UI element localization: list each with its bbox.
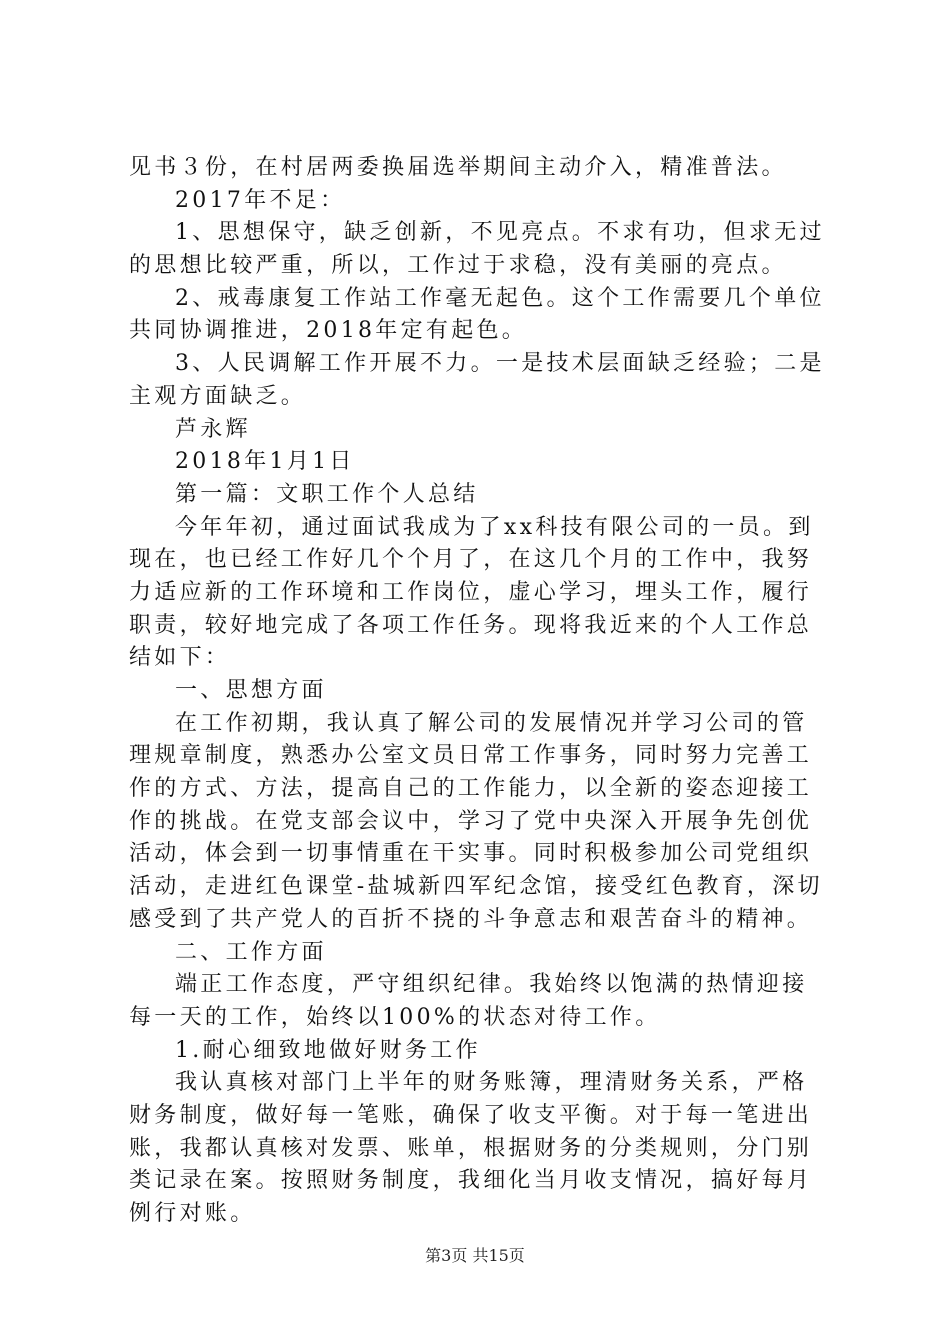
text-line: 端正工作态度，严守组织纪律。我始终以饱满的热情迎接 — [175, 972, 808, 998]
text-line: 力适应新的工作环境和工作岗位，虚心学习，埋头工作，履行 — [129, 579, 813, 605]
text-line: 2017年不足： — [175, 187, 346, 213]
text-line: 活动，体会到一切事情重在干实事。同时积极参加公司党组织 — [129, 841, 813, 867]
text-line: 类记录在案。按照财务制度，我细化当月收支情况，搞好每月 — [129, 1168, 813, 1194]
text-line: 理规章制度，熟悉办公室文员日常工作事务，同时努力完善工 — [129, 743, 813, 769]
text-line: 在工作初期，我认真了解公司的发展情况并学习公司的管 — [175, 710, 808, 736]
text-line: 见书３份，在村居两委换届选举期间主动介入，精准普法。 — [129, 155, 787, 180]
text-line: 职责，较好地完成了各项工作任务。现将我近来的个人工作总 — [129, 612, 813, 638]
text-line: 一、思想方面 — [175, 678, 327, 703]
text-line: 每一天的工作，始终以100%的状态对待工作。 — [129, 1004, 661, 1030]
text-line: 感受到了共产党人的百折不挠的斗争意志和艰苦奋斗的精神。 — [129, 906, 813, 932]
text-line: 1.耐心细致地做好财务工作 — [175, 1037, 481, 1063]
text-line: 活动，走进红色课堂-盐城新四军纪念馆，接受红色教育，深切 — [129, 874, 823, 900]
text-line: 我认真核对部门上半年的财务账簿，理清财务关系，严格 — [175, 1070, 808, 1096]
text-line: 账，我都认真核对发票、账单，根据财务的分类规则，分门别 — [129, 1135, 813, 1161]
text-line: 第一篇：文职工作个人总结 — [175, 481, 479, 507]
text-line: 芦永辉 — [175, 416, 251, 442]
text-line: 二、工作方面 — [175, 939, 327, 965]
text-line: 作的方式、方法，提高自己的工作能力，以全新的姿态迎接工 — [129, 776, 813, 802]
text-line: 3、人民调解工作开展不力。一是技术层面缺乏经验；二是 — [175, 351, 825, 377]
text-line: 2、戒毒康复工作站工作毫无起色。这个工作需要几个单位 — [175, 285, 825, 311]
text-line: 例行对账。 — [129, 1201, 256, 1226]
text-line: 的思想比较严重，所以，工作过于求稳，没有美丽的亮点。 — [129, 253, 787, 279]
text-line: 2018年1月1日 — [175, 449, 355, 475]
text-line: 作的挑战。在党支部会议中，学习了党中央深入开展争先创优 — [129, 808, 813, 834]
page-footer: 第3页 共15页 — [425, 1246, 525, 1265]
document-body — [129, 152, 834, 1231]
text-line: 结如下： — [129, 645, 231, 671]
text-line: 主观方面缺乏。 — [129, 383, 307, 409]
text-line: 1、思想保守，缺乏创新，不见亮点。不求有功，但求无过 — [175, 220, 825, 246]
text-line: 共同协调推进，2018年定有起色。 — [129, 318, 528, 344]
text-line: 财务制度，做好每一笔账，确保了收支平衡。对于每一笔进出 — [129, 1102, 813, 1128]
text-line: 现在，也已经工作好几个个月了，在这几个月的工作中，我努 — [129, 547, 813, 573]
text-line: 今年年初，通过面试我成为了xx科技有限公司的一员。到 — [175, 514, 814, 540]
